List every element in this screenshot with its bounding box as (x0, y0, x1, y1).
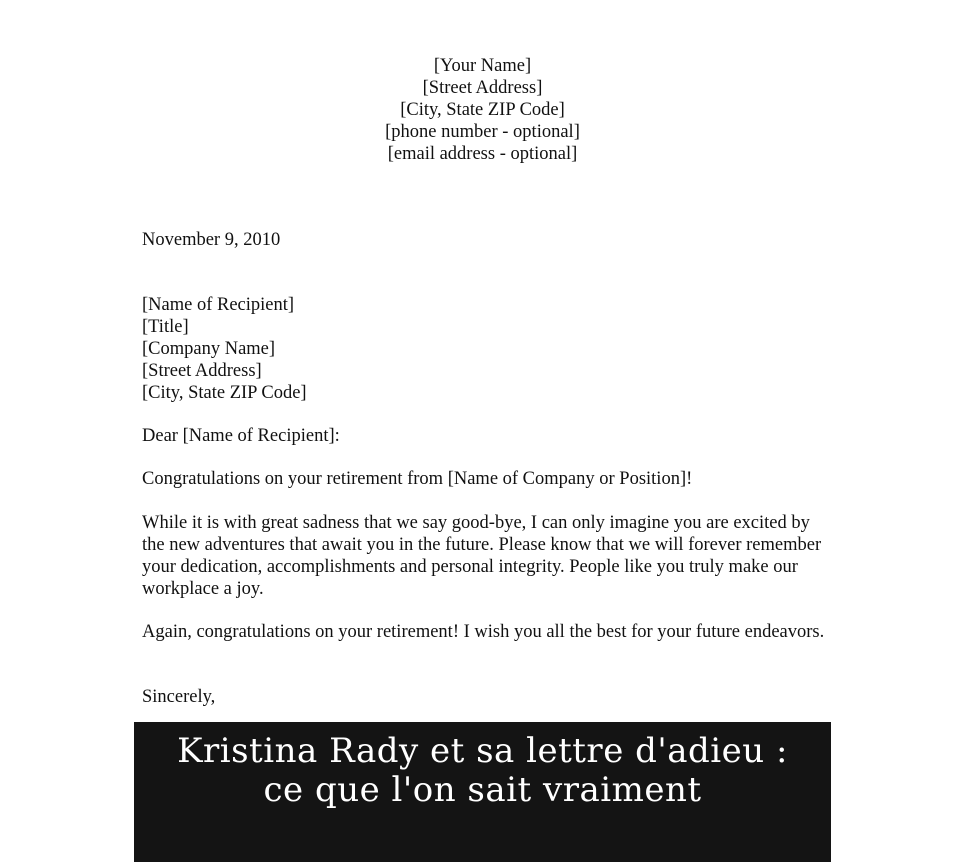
recipient-company: [Company Name] (142, 339, 276, 359)
recipient-city: [City, State ZIP Code] (142, 383, 307, 403)
sender-name: [Your Name] (433, 56, 532, 76)
sender-address-block (0, 55, 965, 165)
recipient-title: [Title] (142, 317, 189, 337)
paragraph-farewell: While it is with great sadness that we say good-bye, I can only imagine you are excited by the new adventures that await you in the future. Please know that we will forever remember your dedication, accomplishments and personal integrity. People like you truly make our workplace a joy. (142, 513, 822, 599)
sender-email: [email address - optional] (387, 144, 578, 164)
title-banner (134, 722, 831, 862)
paragraph-wishes: Again, congratulations on your retirement! I wish you all the best for your future endeavors. (142, 622, 825, 642)
sender-phone: [phone number - optional] (385, 122, 580, 142)
salutation: Dear [Name of Recipient]: (142, 426, 340, 446)
sender-street: [Street Address] (422, 78, 543, 98)
recipient-street: [Street Address] (142, 361, 262, 381)
closing: Sincerely, (142, 687, 216, 707)
paragraph-congratulations: Congratulations on your retirement from [Name of Company or Position]! (142, 469, 693, 489)
recipient-address-block (142, 294, 307, 404)
recipient-name: [Name of Recipient] (142, 295, 295, 315)
letter-date: November 9, 2010 (142, 230, 281, 250)
banner-title: Kristina Rady et sa lettre d'adieu : ce que l'on sait vraiment (177, 731, 788, 810)
sender-city: [City, State ZIP Code] (400, 100, 565, 120)
